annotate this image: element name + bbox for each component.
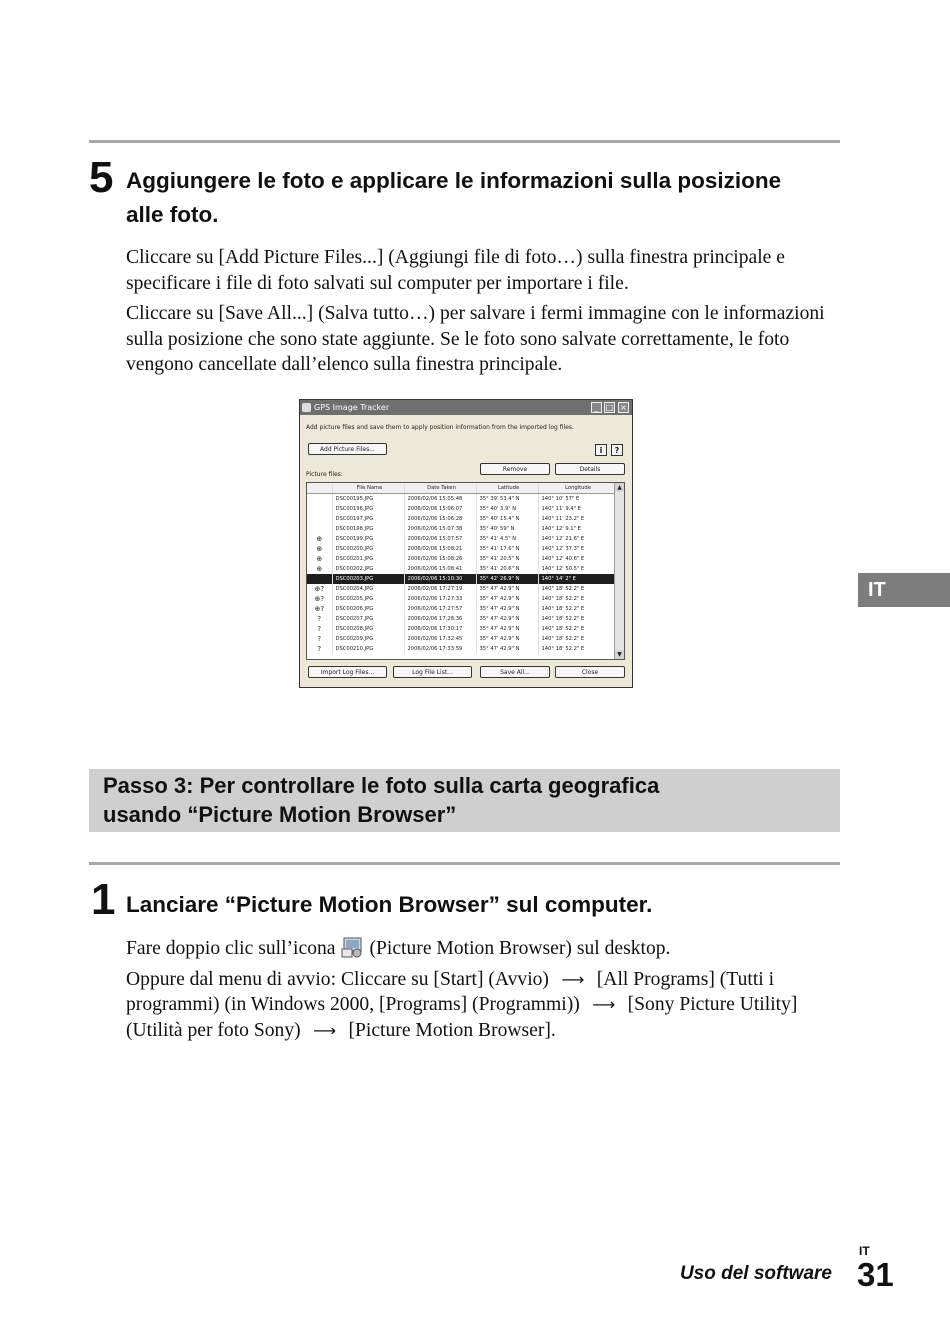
table-row[interactable] [307, 594, 615, 604]
status-icon [307, 494, 332, 505]
window-title: GPS Image Tracker [314, 403, 390, 412]
arrow-right-icon: ⟶ [592, 995, 616, 1014]
table-row[interactable] [307, 544, 615, 554]
latitude-cell: 35° 41' 20.6" N [476, 564, 538, 574]
latitude-cell: 35° 47' 42.9" N [476, 614, 538, 624]
window-description: Add picture files and save them to apply position information from the imported log files. [306, 424, 574, 431]
file-name-cell: DSC00209.JPG [332, 634, 404, 644]
table-row[interactable] [307, 604, 615, 614]
vertical-scrollbar[interactable] [614, 483, 624, 659]
column-header[interactable]: Latitude [476, 483, 538, 494]
file-name-cell: DSC00199.JPG [332, 534, 404, 544]
longitude-cell: 140° 18' 52.2" E [538, 604, 615, 614]
date-taken-cell: 2006/02/06 15:08:41 [404, 564, 476, 574]
footer-language: IT [859, 1244, 870, 1258]
language-tab: IT [858, 573, 950, 607]
status-icon [307, 514, 332, 524]
date-taken-cell: 2006/02/06 15:07:57 [404, 534, 476, 544]
text: [Picture Motion Browser]. [348, 1019, 556, 1041]
latitude-cell: 35° 40' 59" N [476, 524, 538, 534]
status-icon: ⊕ [307, 534, 332, 544]
latitude-cell: 35° 41' 20.5" N [476, 554, 538, 564]
date-taken-cell: 2006/02/06 17:27:33 [404, 594, 476, 604]
longitude-cell: 140° 18' 52.2" E [538, 584, 615, 594]
date-taken-cell: 2006/02/06 15:10:30 [404, 574, 476, 584]
table-row[interactable] [307, 504, 615, 514]
date-taken-cell: 2006/02/06 17:27:19 [404, 584, 476, 594]
status-icon: ⊕ [307, 564, 332, 574]
column-header[interactable] [307, 483, 332, 494]
remove-button[interactable]: Remove [480, 463, 550, 475]
status-icon: ⊕? [307, 594, 332, 604]
date-taken-cell: 2006/02/06 17:32:45 [404, 634, 476, 644]
table-row[interactable] [307, 494, 615, 505]
latitude-cell: 35° 47' 42.9" N [476, 594, 538, 604]
page-number: 31 [857, 1256, 894, 1293]
table-row[interactable] [307, 564, 615, 574]
status-icon: ? [307, 624, 332, 634]
text: Oppure dal menu di avvio: Cliccare su [Start] (Avvio) [126, 968, 549, 990]
file-name-cell: DSC00210.JPG [332, 644, 404, 654]
status-icon: ? [307, 634, 332, 644]
status-icon: ⊕? [307, 584, 332, 594]
status-icon: ⊕? [307, 604, 332, 614]
file-name-cell: DSC00207.JPG [332, 614, 404, 624]
longitude-cell: 140° 18' 52.2" E [538, 624, 615, 634]
latitude-cell: 35° 39' 53.4" N [476, 494, 538, 505]
log-file-list-button[interactable]: Log File List... [393, 666, 472, 678]
table-row[interactable] [307, 584, 615, 594]
status-icon [307, 504, 332, 514]
add-picture-files-button[interactable]: Add Picture Files... [308, 443, 387, 455]
text: Fare doppio clic sull’icona [126, 938, 336, 959]
file-name-cell: DSC00200.JPG [332, 544, 404, 554]
column-header[interactable]: Date Taken [404, 483, 476, 494]
file-name-cell: DSC00202.JPG [332, 564, 404, 574]
longitude-cell: 140° 11' 9.4" E [538, 504, 615, 514]
step-heading: Aggiungere le foto e applicare le informazioni sulla posizione alle foto. [126, 168, 782, 227]
paragraph [126, 967, 841, 1044]
picture-files-table[interactable] [306, 482, 625, 660]
status-icon: ⊕ [307, 544, 332, 554]
step-body [126, 245, 841, 378]
step-rule [89, 862, 840, 865]
status-icon: ? [307, 644, 332, 654]
top-rule [89, 140, 840, 143]
latitude-cell: 35° 47' 42.9" N [476, 624, 538, 634]
step-number: 5 [89, 153, 114, 202]
latitude-cell: 35° 47' 42.9" N [476, 584, 538, 594]
picture-files-label: Picture files: [306, 471, 343, 478]
details-button[interactable]: Details [555, 463, 625, 475]
table-row[interactable] [307, 534, 615, 544]
file-name-cell: DSC00206.JPG [332, 604, 404, 614]
date-taken-cell: 2006/02/06 17:30:17 [404, 624, 476, 634]
file-name-cell: DSC00205.JPG [332, 594, 404, 604]
table-row[interactable] [307, 514, 615, 524]
minimize-icon[interactable]: _ [591, 402, 602, 413]
text: (Picture Motion Browser) sul desktop. [369, 938, 671, 959]
latitude-cell: 35° 47' 42.9" N [476, 604, 538, 614]
window-titlebar [300, 400, 632, 415]
save-all-button[interactable]: Save All... [480, 666, 550, 678]
longitude-cell: 140° 14' 2" E [538, 574, 615, 584]
longitude-cell: 140° 18' 52.2" E [538, 644, 615, 654]
latitude-cell: 35° 47' 42.9" N [476, 634, 538, 644]
step-heading: Lanciare “Picture Motion Browser” sul computer. [126, 892, 653, 917]
step-body [126, 935, 841, 1043]
paragraph: Cliccare su [Add Picture Files...] (Aggiungi file di foto…) sulla finestra principale e specificare i file di foto salvati sul computer per importare i file. [126, 247, 785, 294]
import-log-files-button[interactable]: Import Log Files... [308, 666, 387, 678]
footer-section: Uso del software [679, 1263, 832, 1284]
section-title-line: Passo 3: Per controllare le foto sulla carta geografica [103, 773, 660, 798]
column-header[interactable]: File Name [332, 483, 404, 494]
picture-motion-browser-icon [340, 935, 366, 959]
help-icon[interactable]: ? [611, 444, 623, 456]
date-taken-cell: 2006/02/06 15:08:21 [404, 544, 476, 554]
file-name-cell: DSC00195.JPG [332, 494, 404, 505]
latitude-cell: 35° 41' 17.6" N [476, 544, 538, 554]
step-number: 1 [91, 875, 116, 924]
scroll-up-icon[interactable]: ▲ [615, 483, 624, 492]
date-taken-cell: 2006/02/06 17:33:59 [404, 644, 476, 654]
file-name-cell: DSC00201.JPG [332, 554, 404, 564]
longitude-cell: 140° 18' 52.2" E [538, 594, 615, 604]
table-row[interactable] [307, 634, 615, 644]
date-taken-cell: 2006/02/06 17:28:36 [404, 614, 476, 624]
table-row[interactable] [307, 524, 615, 534]
date-taken-cell: 2006/02/06 15:08:26 [404, 554, 476, 564]
status-icon [307, 574, 332, 584]
text: [Sony Picture Utility] (Utilità per foto Sony) [126, 994, 798, 1041]
info-icon[interactable]: i [595, 444, 607, 456]
section-banner [89, 769, 840, 832]
file-name-cell: DSC00197.JPG [332, 514, 404, 524]
latitude-cell: 35° 41' 4.5" N [476, 534, 538, 544]
longitude-cell: 140° 10' 57" E [538, 494, 615, 505]
status-icon: ⊕ [307, 554, 332, 564]
latitude-cell: 35° 40' 3.9" N [476, 504, 538, 514]
longitude-cell: 140° 12' 40.6" E [538, 554, 615, 564]
close-icon[interactable]: × [618, 402, 629, 413]
file-name-cell: DSC00204.JPG [332, 584, 404, 594]
file-name-cell: DSC00208.JPG [332, 624, 404, 634]
column-header[interactable]: Longitude [538, 483, 615, 494]
paragraph [126, 935, 841, 962]
maximize-icon[interactable]: □ [605, 403, 614, 412]
longitude-cell: 140° 11' 23.2" E [538, 514, 615, 524]
date-taken-cell: 2006/02/06 15:06:28 [404, 514, 476, 524]
date-taken-cell: 2006/02/06 15:07:38 [404, 524, 476, 534]
table-row[interactable] [307, 574, 615, 584]
longitude-cell: 140° 18' 52.2" E [538, 614, 615, 624]
section-title-line: usando “Picture Motion Browser” [103, 802, 457, 827]
app-icon [302, 403, 311, 412]
text: [All Programs] (Tutti i programmi) (in Windows 2000, [Programs] (Programmi)) [126, 968, 775, 1015]
file-name-cell: DSC00203.JPG [332, 574, 404, 584]
longitude-cell: 140° 12' 37.3" E [538, 544, 615, 554]
table-row[interactable] [307, 644, 615, 654]
latitude-cell: 35° 47' 42.9" N [476, 644, 538, 654]
table-row[interactable] [307, 614, 615, 624]
date-taken-cell: 2006/02/06 15:05:48 [404, 494, 476, 505]
gps-image-tracker-window [299, 399, 633, 688]
status-icon [307, 524, 332, 534]
status-icon: ? [307, 614, 332, 624]
close-button[interactable]: Close [555, 666, 625, 678]
scroll-down-icon[interactable]: ▼ [615, 650, 624, 659]
table-header [307, 483, 615, 494]
longitude-cell: 140° 18' 52.2" E [538, 634, 615, 644]
latitude-cell: 35° 40' 15.4" N [476, 514, 538, 524]
date-taken-cell: 2006/02/06 17:27:57 [404, 604, 476, 614]
table-row[interactable] [307, 624, 615, 634]
table-row[interactable] [307, 554, 615, 564]
longitude-cell: 140° 12' 50.5" E [538, 564, 615, 574]
arrow-right-icon: ⟶ [561, 969, 585, 989]
longitude-cell: 140° 12' 9.1" E [538, 524, 615, 534]
date-taken-cell: 2006/02/06 15:06:07 [404, 504, 476, 514]
latitude-cell: 35° 42' 26.9" N [476, 574, 538, 584]
paragraph: Cliccare su [Save All...] (Salva tutto…) per salvare i fermi immagine con le informazioni sulla posizione che sono state aggiunte. Se le foto sono salvate correttamente, le foto vengono cancellate dall’elenco sulla finestra principale. [126, 303, 825, 375]
file-name-cell: DSC00198.JPG [332, 524, 404, 534]
longitude-cell: 140° 12' 21.6" E [538, 534, 615, 544]
arrow-right-icon: ⟶ [313, 1020, 337, 1040]
file-name-cell: DSC00196.JPG [332, 504, 404, 514]
